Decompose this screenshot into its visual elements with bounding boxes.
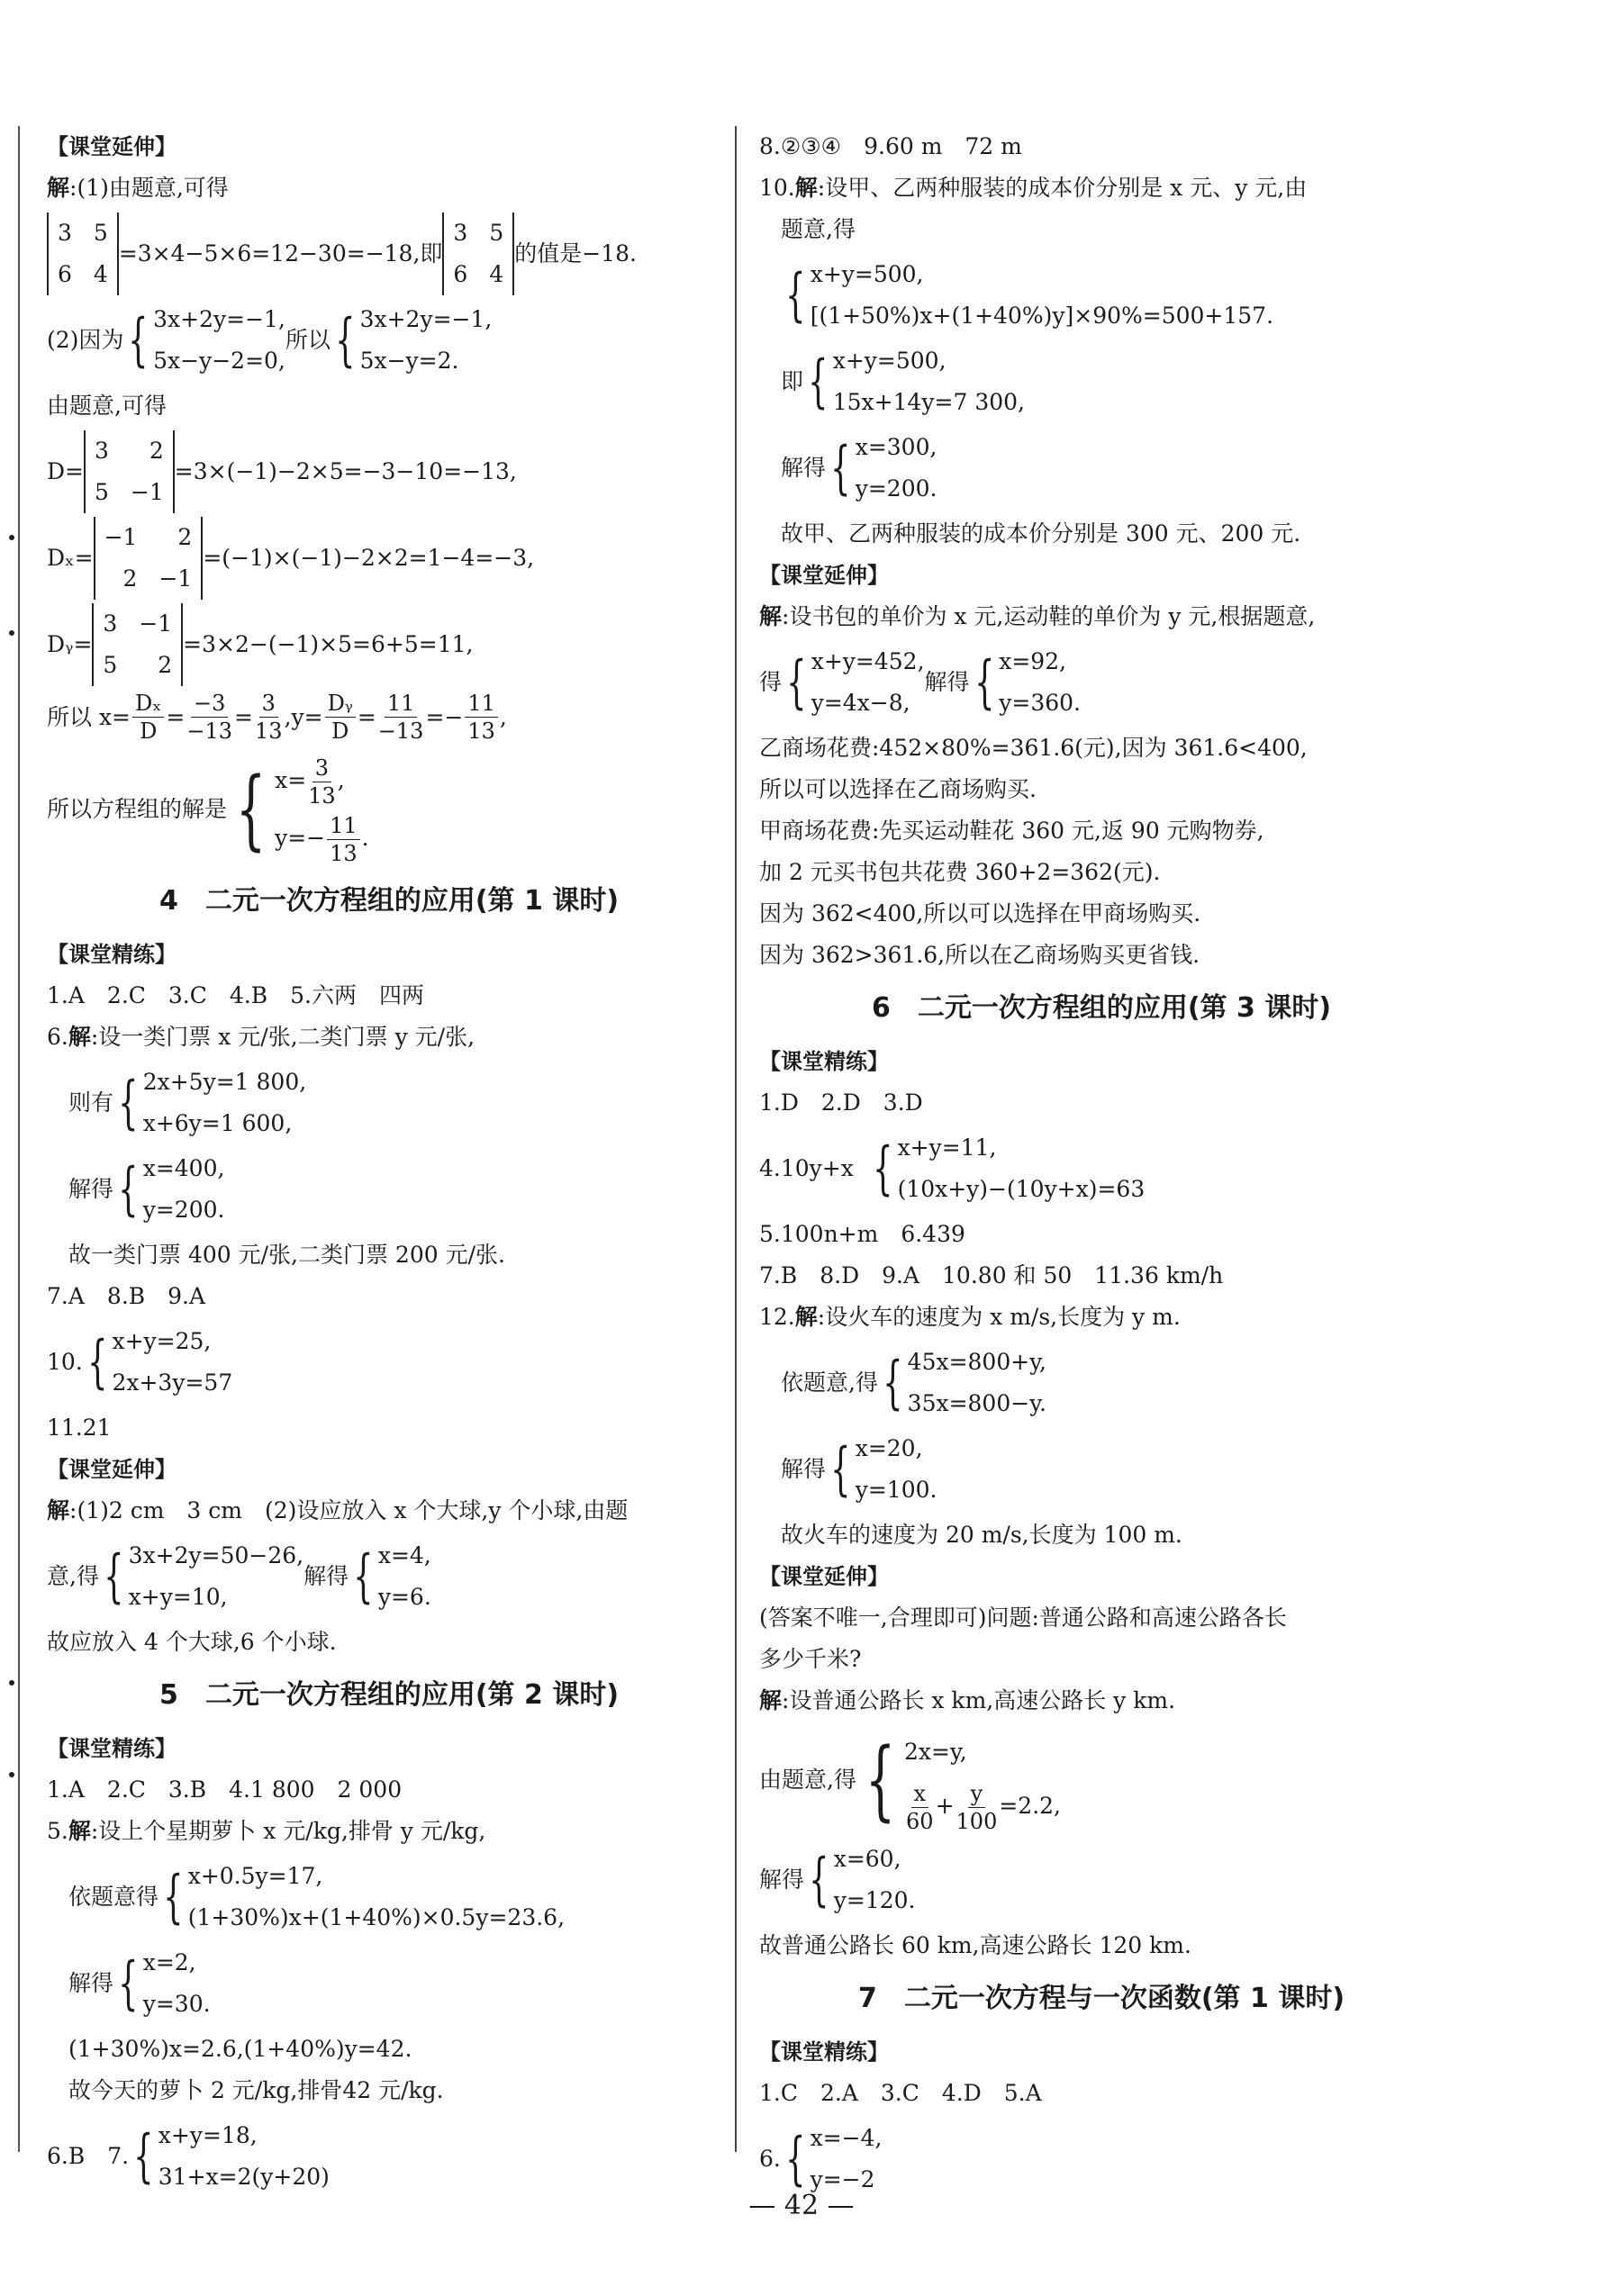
- section-heading: 6 二元一次方程组的应用(第 3 课时): [871, 992, 1332, 1024]
- determinant: 3 5 6 4: [442, 212, 514, 295]
- text-line: 8.②③④ 9.60 m 72 m: [759, 133, 1022, 159]
- math-line: Dᵧ= 3 −1 5 2 =3×2−(−1)×5=6+5=11,: [47, 603, 731, 686]
- text-line: 10.解:设甲、乙两种服装的成本价分别是 x 元、y 元,由: [759, 175, 1308, 201]
- binding-dot: [9, 1772, 14, 1777]
- text-line: 由题意,可得: [47, 393, 167, 419]
- determinant: 3 −1 5 2: [92, 603, 183, 686]
- text-line: 5.解:设上个星期萝卜 x 元/kg,排骨 y 元/kg,: [47, 1818, 486, 1844]
- math-line: (2)因为 { 3x+2y=−1, 5x−y−2=0, 所以 { 3x+2y=−1, 5x−y=2.: [47, 306, 493, 374]
- right-column: [759, 126, 1444, 2204]
- math-line: 解得 { x=2, y=30.: [68, 1949, 211, 2017]
- math-line: 6.B 7. { x+y=18, 31+x=2(y+20): [47, 2122, 330, 2190]
- section-heading: 5 二元一次方程组的应用(第 2 课时): [158, 1679, 620, 1711]
- text-line: 1.D 2.D 3.D: [759, 1089, 923, 1116]
- text-line: 因为 362>361.6,所以在乙商场购买更省钱.: [759, 942, 1200, 968]
- math-line: 即 { x+y=500, 15x+14y=7 300,: [781, 348, 1025, 415]
- determinant: −1 2 2 −1: [94, 517, 204, 600]
- determinant: 3 2 5 −1: [84, 430, 175, 513]
- section-tag: 【课堂精练】: [759, 2039, 889, 2065]
- binding-line: [18, 126, 20, 2152]
- text-line: 解:(1)由题意,可得: [47, 175, 229, 201]
- section-tag: 【课堂延伸】: [47, 134, 177, 159]
- math-line: 解得 { x=60, y=120.: [759, 1846, 916, 1913]
- math-line: 解得 { x=20, y=100.: [781, 1435, 937, 1503]
- math-line: 依题意得 { x+0.5y=17, (1+30%)x+(1+40%)×0.5y=23.6,: [68, 1863, 566, 1930]
- text-line: 1.A 2.C 3.C 4.B 5.六两 四两: [47, 982, 424, 1008]
- math-line: 依题意,得 { 45x=800+y, 35x=800−y.: [781, 1349, 1046, 1416]
- determinant: 3 5 6 4: [47, 212, 119, 295]
- text-line: 因为 362<400,所以可以选择在甲商场购买.: [759, 900, 1201, 927]
- math-line: D= 3 2 5 −1 =3×(−1)−2×5=−3−10=−13,: [47, 430, 731, 513]
- math-line: Dₓ= −1 2 2 −1 =(−1)×(−1)−2×2=1−4=−3,: [47, 517, 731, 600]
- text-line: 加 2 元买书包共花费 360+2=362(元).: [759, 859, 1161, 885]
- math-line: { x+y=500, [(1+50%)x+(1+40%)y]×90%=500+157.: [785, 261, 1274, 329]
- math-line: 6. { x=−4, y=−2: [759, 2125, 883, 2192]
- text-line: 故普通公路长 60 km,高速公路长 120 km.: [759, 1932, 1191, 1958]
- binding-dot: [9, 535, 14, 540]
- text-line: 故火车的速度为 20 m/s,长度为 100 m.: [781, 1522, 1182, 1548]
- text-line: (1+30%)x=2.6,(1+40%)y=42.: [68, 2036, 412, 2062]
- text-line: 解:(1)2 cm 3 cm (2)设应放入 x 个大球,y 个小球,由题: [47, 1497, 629, 1523]
- math-line: 解得 { x=400, y=200.: [68, 1155, 225, 1223]
- math-line: 所以方程组的解是 { x= $\frac{3}{13}$ , y=− $\frac{11}{13}$ .: [47, 755, 369, 866]
- section-tag: 【课堂精练】: [47, 1736, 177, 1761]
- math-line: 由题意,得 { 2x=y, $\frac{x}{60}$ + $\frac{y}{100}$ =2.2,: [759, 1730, 1061, 1834]
- text-line: 7.A 8.B 9.A: [47, 1283, 206, 1309]
- text-line: 解:设书包的单价为 x 元,运动鞋的单价为 y 元,根据题意,: [759, 603, 1316, 629]
- text-line: 12.解:设火车的速度为 x m/s,长度为 y m.: [759, 1304, 1181, 1330]
- section-tag: 【课堂精练】: [47, 942, 177, 967]
- text-line: 故应放入 4 个大球,6 个小球.: [47, 1629, 337, 1655]
- math-line: 10. { x+y=25, 2x+3y=57: [47, 1328, 233, 1396]
- text-line: 故甲、乙两种服装的成本价分别是 300 元、200 元.: [781, 520, 1301, 547]
- math-line: 4.10y+x { x+y=11, (10x+y)−(10y+x)=63: [759, 1134, 1146, 1202]
- math-line: 3 5 6 4 =3×4−5×6=12−30=−18,即 3 5 6 4 的值是−18.: [47, 212, 731, 295]
- math-line: 解得 { x=300, y=200.: [781, 434, 937, 502]
- text-line: 多少千米?: [759, 1646, 862, 1672]
- math-line: 意,得 { 3x+2y=50−26, x+y=10, 解得 { x=4, y=6.: [47, 1542, 431, 1610]
- text-line: 甲商场花费:先买运动鞋花 360 元,返 90 元购物券,: [759, 818, 1264, 844]
- text-line: 故一类门票 400 元/张,二类门票 200 元/张.: [68, 1242, 505, 1268]
- text-line: 5.100n+m 6.439: [759, 1221, 965, 1247]
- math-line: 所以 x= $\frac{\text{Dₓ}}{D}$ = $\frac{-3}{-13}$ = $\frac{3}{13}$ ,y= $\frac{\text{Dᵧ}}{D}$ = $\frac{11}{-13}$ =− $\frac{11}{13}$ ,: [47, 691, 507, 744]
- text-line: 乙商场花费:452×80%=361.6(元),因为 361.6<400,: [759, 735, 1308, 761]
- section-tag: 【课堂延伸】: [759, 563, 889, 588]
- binding-dot: [9, 630, 14, 636]
- section-tag: 【课堂精练】: [759, 1049, 889, 1074]
- text-line: 11.21: [47, 1415, 112, 1441]
- column-divider: [735, 126, 737, 2152]
- page-number: — 42 —: [748, 2190, 855, 2221]
- section-tag: 【课堂延伸】: [759, 1564, 889, 1589]
- text-line: 7.B 8.D 9.A 10.80 和 50 11.36 km/h: [759, 1262, 1224, 1288]
- text-line: 6.解:设一类门票 x 元/张,二类门票 y 元/张,: [47, 1024, 475, 1050]
- math-line: 则有 { 2x+5y=1 800, x+6y=1 600,: [68, 1069, 307, 1136]
- math-line: 得 { x+y=452, y=4x−8, 解得 { x=92, y=360.: [759, 648, 1081, 716]
- section-heading: 4 二元一次方程组的应用(第 1 课时): [158, 885, 620, 917]
- text-line: 故今天的萝卜 2 元/kg,排骨42 元/kg.: [68, 2077, 444, 2103]
- text-line: 解:设普通公路长 x km,高速公路长 y km.: [759, 1687, 1176, 1713]
- left-column: [47, 126, 731, 2201]
- text-line: 1.C 2.A 3.C 4.D 5.A: [759, 2080, 1042, 2106]
- section-heading: 7 二元一次方程与一次函数(第 1 课时): [857, 1983, 1345, 2014]
- text-line: (答案不唯一,合理即可)问题:普通公路和高速公路各长: [759, 1604, 1287, 1631]
- text-line: 题意,得: [781, 216, 856, 242]
- text-line: 1.A 2.C 3.B 4.1 800 2 000: [47, 1776, 403, 1803]
- section-tag: 【课堂延伸】: [47, 1457, 177, 1482]
- binding-dot: [9, 1680, 14, 1686]
- text-line: 所以可以选择在乙商场购买.: [759, 776, 1037, 802]
